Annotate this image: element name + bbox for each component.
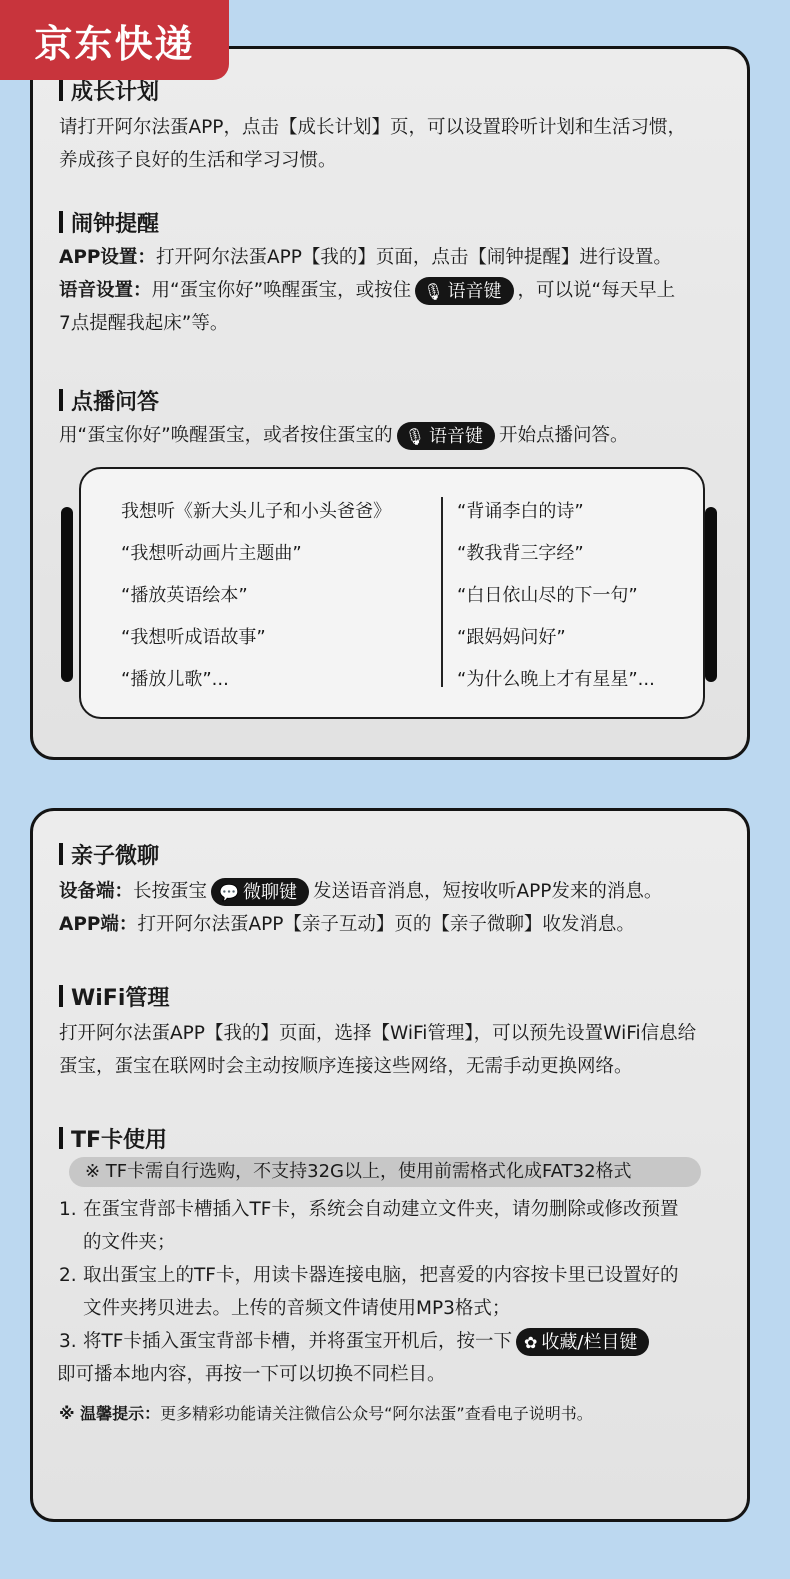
frame-right-bar xyxy=(705,507,717,682)
step-number: 1. xyxy=(59,1199,77,1220)
alarm-voice-pre: 用“蛋宝你好”唤醒蛋宝，或按住 xyxy=(151,280,412,301)
feature-card-1 xyxy=(30,46,750,760)
tf-card-title: TF卡使用 xyxy=(59,1123,733,1153)
tf-steps-list xyxy=(59,1193,733,1358)
example-item: “教我背三字经” xyxy=(457,543,584,564)
example-item: 我想听《新大头儿子和小头爸爸》 xyxy=(121,501,391,522)
example-item: “背诵李白的诗” xyxy=(457,501,584,522)
frame-front-layer xyxy=(79,467,705,719)
examples-right-column xyxy=(457,491,655,701)
step-line: 的文件夹； xyxy=(83,1232,176,1253)
favorite-key-badge xyxy=(516,1328,649,1356)
step-line xyxy=(83,1325,733,1358)
step-line: 在蛋宝背部卡槽插入TF卡，系统会自动建立文件夹，请勿删除或修改预置 xyxy=(83,1199,679,1220)
alarm-app-text: 打开阿尔法蛋APP【我的】页面，点击【闹钟提醒】进行设置。 xyxy=(155,247,672,268)
alarm-line-3: 7点提醒我起床”等。 xyxy=(59,313,229,334)
voice-key-badge xyxy=(415,277,513,305)
ondemand-line xyxy=(59,419,733,452)
warm-tip-text: 更多精彩功能请关注微信公众号“阿尔法蛋”查看电子说明书。 xyxy=(160,1404,593,1423)
alarm-app-label: APP设置： xyxy=(59,247,156,268)
alarm-line-voice xyxy=(59,274,733,307)
star-icon: ✿ xyxy=(523,1332,538,1352)
example-item: “播放英语绘本” xyxy=(121,585,248,606)
chat-key-label: 微聊键 xyxy=(242,881,297,903)
growth-line-1: 请打开阿尔法蛋APP，点击【成长计划】页，可以设置聆听计划和生活习惯， xyxy=(59,117,686,138)
alarm-section xyxy=(59,207,733,340)
step3-line-2: 即可播本地内容，再按一下可以切换不同栏目。 xyxy=(57,1364,446,1385)
chat-key-badge xyxy=(211,878,309,906)
jd-express-badge: 京东快递 xyxy=(0,0,229,80)
warm-tip xyxy=(59,1401,733,1427)
chat-device-pre: 长按蛋宝 xyxy=(133,881,208,902)
favorite-key-label: 收藏/栏目键 xyxy=(541,1331,638,1353)
example-item: “白日依山尽的下一句” xyxy=(457,585,638,606)
voice-key-label-2: 语音键 xyxy=(428,425,483,447)
chat-bubble-icon: 💬 xyxy=(219,882,239,902)
growth-plan-title: 成长计划 xyxy=(59,75,733,105)
ondemand-pre: 用“蛋宝你好”唤醒蛋宝，或者按住蛋宝的 xyxy=(59,425,393,446)
chat-line-device xyxy=(59,875,733,908)
tf-card-tip: ※ TF卡需自行选购，不支持32G以上，使用前需格式化成FAT32格式 xyxy=(69,1157,701,1187)
ondemand-title: 点播问答 xyxy=(59,385,733,415)
tf-step-2 xyxy=(59,1259,733,1325)
alarm-line-app xyxy=(59,241,733,274)
ondemand-post: 开始点播问答。 xyxy=(498,425,629,446)
alarm-voice-label: 语音设置： xyxy=(59,280,152,301)
warm-tip-label: ※ 温馨提示： xyxy=(59,1404,161,1423)
growth-line-2: 养成孩子良好的生活和学习习惯。 xyxy=(59,150,337,171)
step3-pre: 将TF卡插入蛋宝背部卡槽，并将蛋宝开机后，按一下 xyxy=(83,1331,512,1352)
alarm-voice-post: ，可以说“每天早上 xyxy=(517,280,676,301)
tf-card-section xyxy=(59,1123,733,1153)
parent-chat-section xyxy=(59,839,733,941)
chat-app-label: APP端： xyxy=(59,914,138,935)
chat-line-app xyxy=(59,908,733,941)
feature-card-2 xyxy=(30,808,750,1522)
step-line: 文件夹拷贝进去。上传的音频文件请使用MP3格式； xyxy=(83,1298,511,1319)
chat-device-label: 设备端： xyxy=(59,881,134,902)
example-item: “我想听动画片主题曲” xyxy=(121,543,302,564)
example-item: “我想听成语故事” xyxy=(121,627,266,648)
chat-device-post: 发送语音消息，短按收听APP发来的消息。 xyxy=(312,881,663,902)
example-item: “跟妈妈问好” xyxy=(457,627,566,648)
wifi-title: WiFi管理 xyxy=(59,981,733,1011)
wifi-section xyxy=(59,981,733,1083)
alarm-title: 闹钟提醒 xyxy=(59,207,733,237)
microphone-icon: 🎙 xyxy=(423,281,444,301)
ondemand-section xyxy=(59,385,733,452)
tf-step-3 xyxy=(59,1325,733,1358)
voice-key-badge-2 xyxy=(397,422,495,450)
step-number: 2. xyxy=(59,1265,77,1286)
step-number: 3. xyxy=(59,1331,77,1352)
tf-card-steps xyxy=(59,1193,733,1427)
wifi-line-2: 蛋宝，蛋宝在联网时会主动按顺序连接这些网络，无需手动更换网络。 xyxy=(59,1056,633,1077)
wifi-line-1: 打开阿尔法蛋APP【我的】页面，选择【WiFi管理】，可以预先设置WiFi信息给 xyxy=(59,1023,697,1044)
parent-chat-title: 亲子微聊 xyxy=(59,839,733,869)
step-line: 取出蛋宝上的TF卡，用读卡器连接电脑，把喜爱的内容按卡里已设置好的 xyxy=(83,1265,679,1286)
tf-step-1 xyxy=(59,1193,733,1259)
growth-plan-section xyxy=(59,75,733,177)
example-item: “为什么晚上才有星星”... xyxy=(457,669,655,690)
frame-left-bar xyxy=(61,507,73,682)
ondemand-examples-frame xyxy=(61,467,717,719)
examples-left-column xyxy=(121,491,391,701)
examples-divider xyxy=(441,497,443,687)
chat-app-text: 打开阿尔法蛋APP【亲子互动】页的【亲子微聊】收发消息。 xyxy=(137,914,635,935)
example-item: “播放儿歌”... xyxy=(121,669,229,690)
voice-key-label: 语音键 xyxy=(447,280,502,302)
microphone-icon: 🎙 xyxy=(404,426,425,446)
